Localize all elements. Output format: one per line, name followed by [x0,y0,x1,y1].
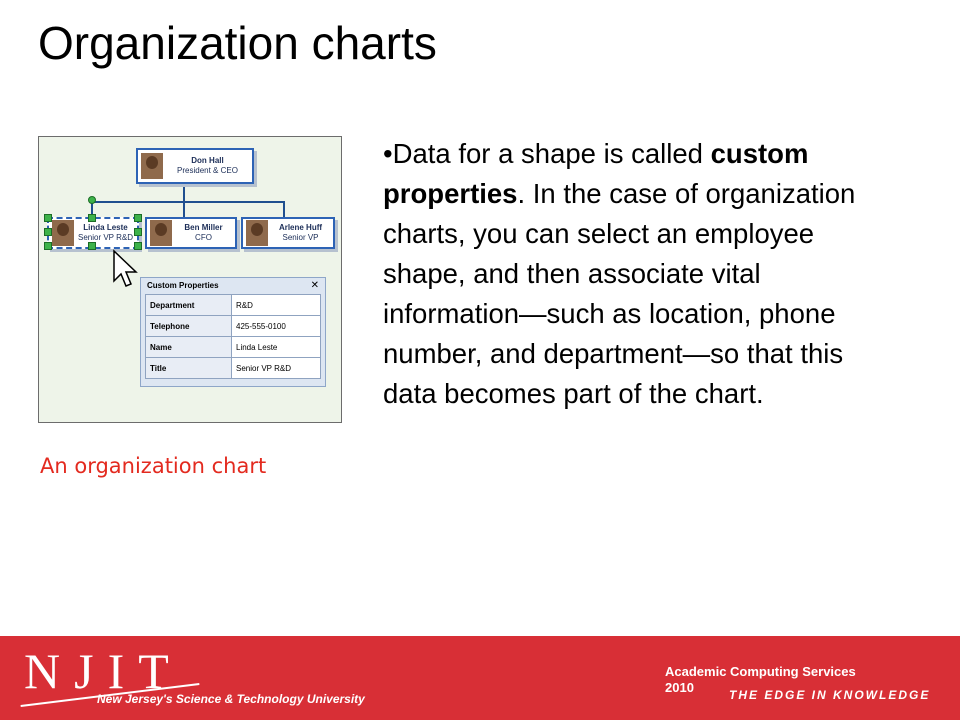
university-name: New Jersey's Science & Technology University [97,692,365,706]
property-row [146,295,321,316]
org-shape-name: Linda Leste [83,223,128,232]
org-shape-ceo[interactable] [136,148,254,184]
footer-banner [0,636,960,720]
property-row [146,358,321,379]
org-shape-role: CFO [195,233,212,242]
property-value[interactable]: R&D [232,295,321,316]
selection-handle[interactable] [134,228,142,236]
footer-year: 2010 [665,680,694,695]
property-value[interactable]: 425-555-0100 [232,316,321,337]
bullet-part1: Data for a shape is called [392,138,711,169]
bullet-text [383,134,893,414]
property-value[interactable]: Linda Leste [232,337,321,358]
property-row [146,337,321,358]
selection-handle[interactable] [88,214,96,222]
org-chart-diagram [38,136,342,423]
selection-handle[interactable] [134,214,142,222]
bullet-part2: . In the case of organization charts, you can select an employee shape, and then associate vital information—such as location, phone number, and department—so that this data becomes part of the chart. [383,178,856,409]
org-shape-ben[interactable] [145,217,237,249]
person-photo [150,220,172,246]
selection-handle[interactable] [44,214,52,222]
bullet-marker: • [383,138,393,169]
department-name: Academic Computing Services [665,664,856,679]
close-icon[interactable]: ✕ [310,280,319,291]
custom-properties-window [140,277,326,387]
property-value[interactable]: Senior VP R&D [232,358,321,379]
tagline: THE EDGE IN KNOWLEDGE [729,688,931,702]
org-shape-name: Arlene Huff [278,223,323,232]
njit-logo: NJIT [24,643,183,699]
bullet-bold-term: custom properties [383,138,809,209]
selection-handle[interactable] [88,196,96,204]
org-shape-name: Don Hall [191,156,224,165]
org-shape-name: Ben Miller [184,223,223,232]
org-shape-role: Senior VP R&D [78,233,133,242]
property-key: Telephone [146,316,232,337]
property-row [146,316,321,337]
selection-handle[interactable] [44,228,52,236]
property-key: Name [146,337,232,358]
person-photo [141,153,163,179]
slide-title: Organization charts [38,17,437,69]
figure-caption: An organization chart [40,454,267,478]
org-shape-role: Senior VP [282,233,319,242]
custom-properties-title: Custom Properties [147,281,219,290]
property-key: Department [146,295,232,316]
person-photo [52,220,74,246]
person-photo [246,220,268,246]
org-shape-arlene[interactable] [241,217,335,249]
org-shape-role: President & CEO [177,166,238,175]
pointer-cursor-icon [112,249,138,289]
property-key: Title [146,358,232,379]
selection-handle[interactable] [44,242,52,250]
selection-handle[interactable] [88,242,96,250]
